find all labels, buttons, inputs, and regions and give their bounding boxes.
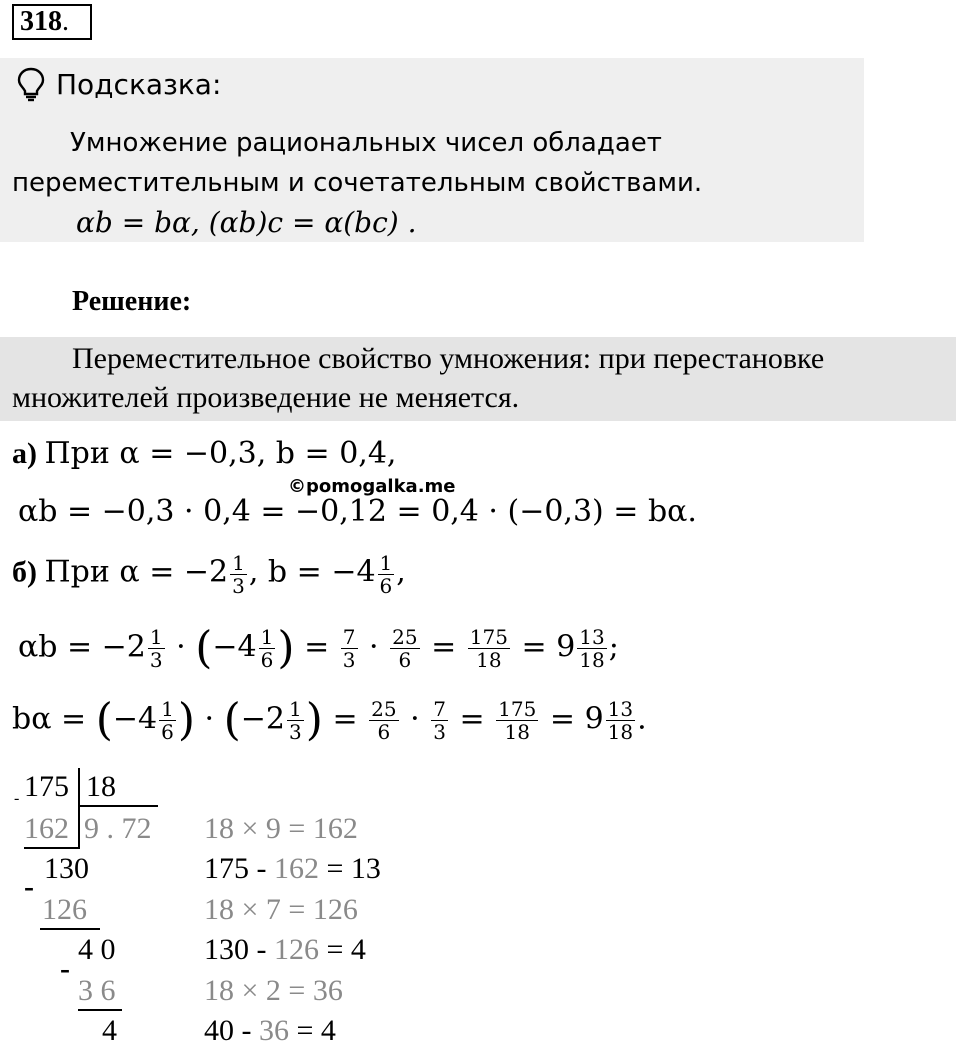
minus-sign-1: - [14,790,20,807]
step-remainder-2: 4 0 [78,933,116,966]
note-2-grey: 162 [274,852,319,885]
step-rule-2 [40,928,100,930]
watermark: ©pomogalka.me [288,476,456,497]
part-a-label: а) [12,437,37,470]
divisor-underline [78,805,158,807]
note-2-result: = 13 [319,852,381,885]
frac-num: 175 [469,625,508,649]
property-text-line1: Переместительное свойство умножения: при перестановке [72,342,825,375]
fraction-25-6 [390,626,419,671]
note-6-result: = 4 [289,1014,336,1047]
division-vertical-line [78,768,80,848]
part-b-cond-end: , [396,554,406,590]
frac-num: 1 [289,697,302,721]
step-subtrahend-3: 3 6 [78,974,116,1007]
note-6-grey: 36 [259,1014,289,1047]
step-rule-1 [24,847,80,849]
frac-num: 1 [161,697,174,721]
eq1-lhs: αb = −2 [18,629,146,665]
note-2-part: 175 - [204,852,274,885]
note-4 [204,933,366,967]
frac-num: 1 [379,551,393,575]
paren-open: ( [195,622,213,674]
minus-sign-2: - [24,870,34,903]
note-4-part: 130 - [204,933,274,966]
part-a-condition [12,436,396,471]
frac-num: 7 [433,697,446,721]
note-5: 18 × 2 = 36 [204,974,343,1007]
minus-sign-3: - [60,952,70,985]
fraction-7-3 [341,626,358,671]
eq2-lhs: bα = [12,701,87,737]
note-4-grey: 126 [274,933,319,966]
frac-num: 175 [498,697,537,721]
fraction-1-3 [287,698,304,743]
part-a-condition-text: При α = −0,3, b = 0,4, [44,436,397,471]
whole-part: 9 [556,629,576,665]
step-subtrahend-2: 126 [42,893,87,926]
frac-den: 18 [607,720,634,744]
paren-close: ) [177,694,195,746]
problem-number-text: 318 [20,6,62,37]
note-4-result: = 4 [319,933,366,966]
final-remainder: 4 [102,1014,117,1047]
problem-number [12,4,92,40]
note-6-part: 40 - [204,1014,259,1047]
solution-title: Решение: [72,286,192,317]
part-b-cond-prefix: При α = −2 [44,554,229,590]
problem-number-dot: . [62,6,69,37]
paren-close: ) [305,694,323,746]
fraction-1-3 [148,626,165,671]
frac-den: 18 [476,648,502,672]
semicolon: ; [608,629,619,665]
paren-open: ( [95,694,113,746]
frac-den: 6 [398,648,412,672]
frac-num: 13 [579,625,605,649]
frac-den: 6 [377,720,391,744]
part-b-equation-2: bα = (−4 $\frac{1}{6}$ ) · (−2 $\frac{1}{3}$ ) = $\frac{25}{6}$ · $\frac{7}{3}$ = $\frac{175}{18}$ = 9 $\frac{13}{18}$ . [12,694,647,746]
part-a-equation: αb = −0,3 · 0,4 = −0,12 = 0,4 · (−0,3) = bα. [18,494,697,529]
frac-den: 3 [232,574,245,598]
frac-num: 13 [607,697,634,721]
divisor: 18 [86,770,116,803]
part-b-equation-1: αb = −2 $\frac{1}{3}$ · (−4 $\frac{1}{6}$ ) = $\frac{7}{3}$ · $\frac{25}{6}$ = $\frac{175}{18}$ = 9 $\frac{13}{18}$ ; [18,622,619,674]
note-2 [204,852,381,886]
step-rule-3 [78,1009,122,1011]
fraction-1-3 [230,552,247,597]
hint-title: Подсказка: [56,68,222,101]
fraction-1-6 [259,626,276,671]
part-b-cond-mid: , b = −4 [248,554,376,590]
note-1: 18 × 9 = 162 [204,812,358,845]
frac-den: 3 [289,720,302,744]
note-6 [204,1014,336,1048]
frac-num: 1 [232,551,245,575]
fraction-1-6 [159,698,176,743]
frac-num: 25 [392,625,418,649]
quotient: 9 . 72 [84,812,152,845]
step-remainder-1: 130 [44,852,89,885]
frac-den: 18 [504,720,530,744]
fraction-13-18 [606,698,635,743]
frac-den: 6 [260,648,274,672]
frac-den: 3 [342,648,356,672]
frac-den: 3 [149,648,163,672]
whole-part: 9 [584,701,604,737]
frac-den: 6 [379,574,393,598]
hint-text-line1: Умножение рациональных чисел обладает [70,128,662,158]
note-3: 18 × 7 = 126 [204,893,358,926]
lightbulb-icon [14,66,48,102]
frac-num: 1 [260,625,274,649]
fraction-13-18 [577,626,606,671]
fraction-175-18 [468,626,510,671]
fraction-1-6 [378,552,395,597]
fraction-7-3 [431,698,448,743]
hint-text-line2: переместительным и сочетательным свойствами. [12,168,703,198]
frac-den: 3 [433,720,446,744]
hint-formula: αb = bα, (αb)c = α(bc) . [76,206,417,239]
frac-num: 7 [342,625,356,649]
fraction-25-6 [369,698,398,743]
frac-den: 18 [579,648,605,672]
property-text-line2: множителей произведение не меняется. [12,381,520,414]
frac-den: 6 [161,720,174,744]
period: . [637,701,647,737]
frac-num: 1 [149,625,163,649]
step-subtrahend-1: 162 [24,812,69,845]
part-b-condition [12,552,406,597]
fraction-175-18 [496,698,538,743]
part-b-label: б) [12,555,37,589]
frac-num: 25 [371,697,397,721]
dividend: 175 [24,770,69,803]
paren-open: ( [223,694,241,746]
paren-close: ) [277,622,295,674]
